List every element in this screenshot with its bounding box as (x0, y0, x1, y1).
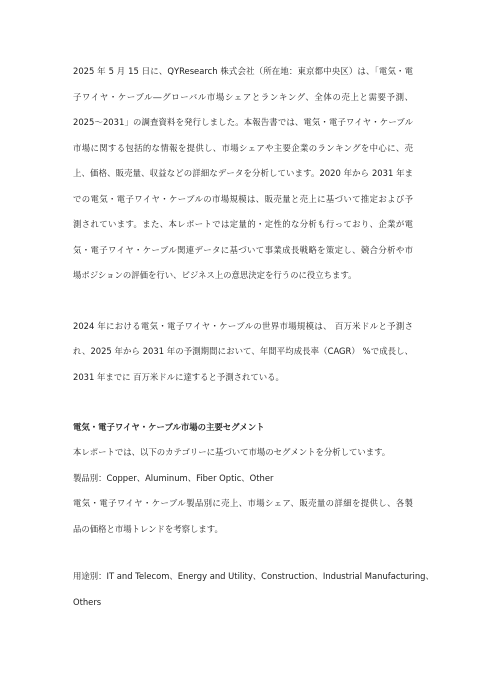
text-line: 子ワイヤ・ケーブル―グローバル市場シェアとランキング、全体の売上と需要予測、 (73, 91, 413, 102)
text-line: 2025 年 5 月 15 日に、QYResearch 株式会社（所在地：東京都中央区）は、「電気・電 (73, 66, 413, 76)
text-line: 市場に関する包括的な情報を提供し、市場シェアや主要企業のランキングを中心に、売 (73, 142, 413, 153)
text-line: 上、価格、販売量、収益などの詳細なデータを分析しています。2020 年から 2031 年ま (73, 168, 413, 178)
text-line: 2024 年における電気・電子ワイヤ・ケーブルの世界市場規模は、 百万米ドルと予測さ (73, 320, 413, 331)
text-line: 2025～2031」の調査資料を発行しました。本報告書では、電気・電子ワイヤ・ケーブル (73, 117, 413, 127)
text-line: 2031 年までに 百万米ドルに達すると予測されている。 (73, 371, 284, 382)
product-desc-line: 品の価格と市場トレンドを考察します。 (73, 523, 223, 534)
text-line: での電気・電子ワイヤ・ケーブルの市場規模は、販売量と売上に基づいて推定および予 (73, 193, 413, 204)
product-segment-line: 製品別：Copper、Aluminum、Fiber Optic、Other (73, 472, 274, 483)
application-segment-line: 用途別：IT and Telecom、Energy and Utility、Construction、Industrial Manufacturing、 (73, 571, 434, 581)
section-intro: 本レポートでは、以下のカテゴリーに基づいて市場のセグメントを分析しています。 (73, 447, 391, 457)
text-line: 気・電子ワイヤ・ケーブル関連データに基づいて事業成長戦略を策定し、競合分析や市 (73, 244, 413, 255)
market-size-paragraph (73, 314, 413, 391)
paragraph-spacer (73, 390, 413, 415)
paragraph-spacer (73, 289, 413, 314)
text-line: れ、2025 年から 2031 年の予測期間において、年間平均成長率（CAGR） %で成長し、 (73, 346, 413, 356)
text-line: 測されています。また、本レポートでは定量的・定性的な分析も行っており、企業が電 (73, 219, 413, 229)
section-heading: 電気・電子ワイヤ・ケーブル市場の主要セグメント (73, 422, 265, 432)
paragraph-spacer (73, 542, 413, 564)
text-line: 場ポジションの評価を行い、ビジネス上の意思決定を行うのに役立ちます。 (73, 270, 357, 280)
intro-paragraph (73, 59, 413, 289)
document-body (73, 59, 434, 615)
product-desc-line: 電気・電子ワイヤ・ケーブル製品別に売上、市場シェア、販売量の詳細を提供し、各製 (73, 498, 413, 508)
segment-section (73, 415, 434, 615)
application-segment-line: Others (73, 596, 102, 607)
